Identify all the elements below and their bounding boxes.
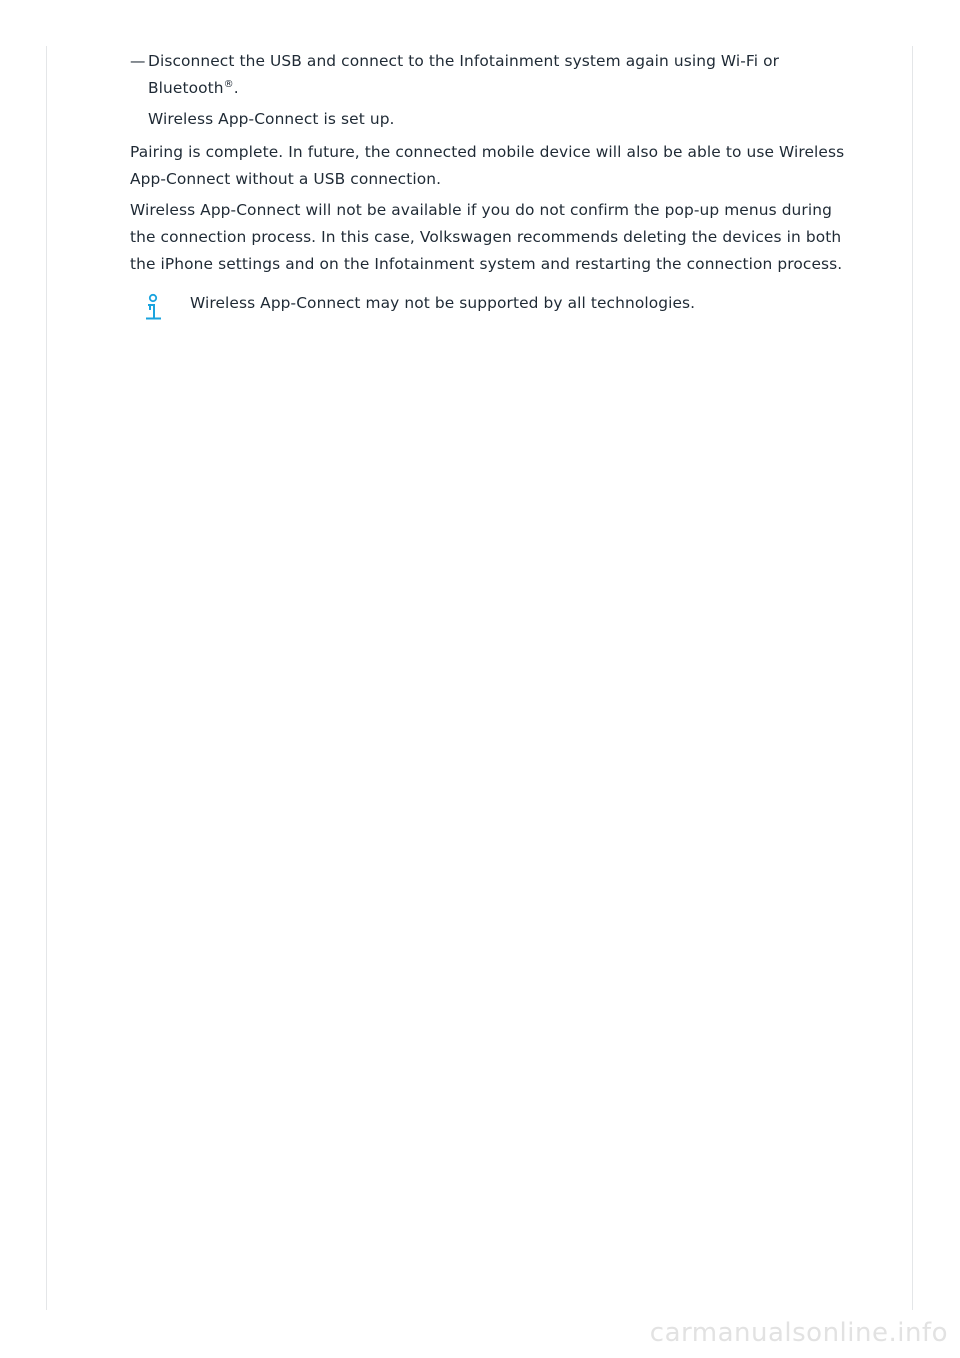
info-icon xyxy=(142,293,164,321)
left-page-rule xyxy=(46,46,47,1310)
paragraph-pairing-complete: Pairing is complete. In future, the connected mobile device will also be able to use Wireless App-Connect without a USB connection. xyxy=(130,143,845,188)
step-end: . xyxy=(233,79,239,97)
info-note-text: Wireless App-Connect may not be supported by all technologies. xyxy=(190,294,696,312)
right-page-rule xyxy=(912,46,913,1310)
manual-content xyxy=(130,48,860,317)
step-text: Disconnect the USB and connect to the Infotainment system again using Wi-Fi or Bluetooth xyxy=(148,52,780,97)
instruction-step xyxy=(130,48,860,102)
step-result: Wireless App-Connect is set up. xyxy=(148,110,395,128)
info-note xyxy=(130,290,860,317)
paragraph-not-available: Wireless App-Connect will not be available if you do not confirm the pop-up menus during the connection process. In this case, Volkswagen recommends deleting the devices in both the iPhone settings and on the Infotainment system and restarting the connection process. xyxy=(130,201,843,273)
registered-mark: ® xyxy=(223,79,234,90)
watermark: carmanualsonline.info xyxy=(649,1318,948,1348)
step-dash: — xyxy=(130,52,146,70)
